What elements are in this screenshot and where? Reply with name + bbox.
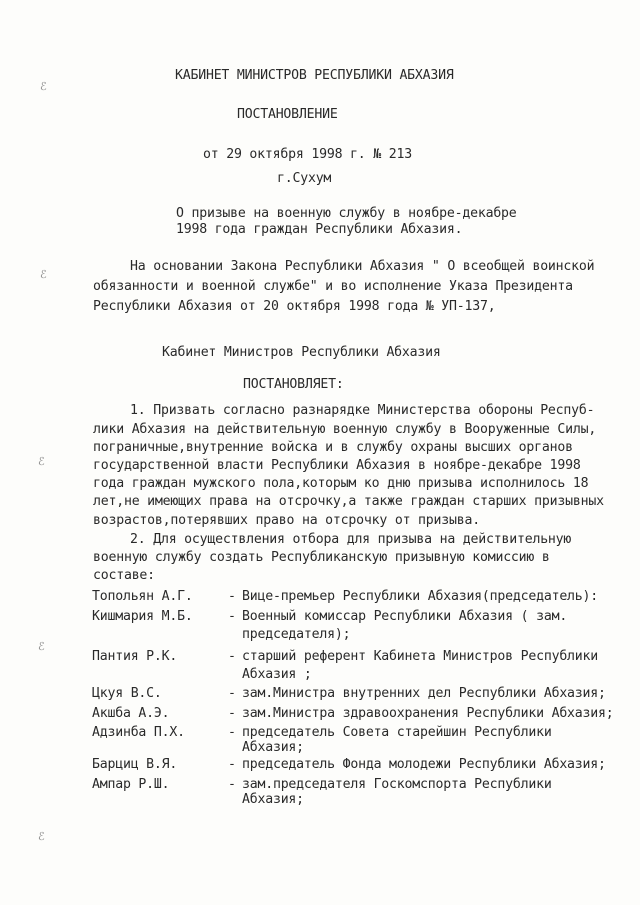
member-role: старший референт Кабинета Министров Республики [242, 649, 599, 664]
subject-line: О призыве на военную службу в ноябре-декабре [176, 206, 517, 221]
member-role: Абхазия; [242, 740, 304, 755]
member-name: Топольян А.Г. [92, 589, 193, 604]
cabinet-heading: КАБИНЕТ МИНИСТРОВ РЕСПУБЛИКИ АБХАЗИЯ [175, 68, 454, 83]
member-role: Вице-премьер Республики Абхазия(председатель): [242, 589, 599, 604]
binding-hole-mark: ℰ [40, 80, 47, 93]
member-dash: - [228, 706, 236, 721]
member-dash: - [228, 609, 236, 624]
member-dash: - [228, 777, 236, 792]
document-type: ПОСТАНОВЛЕНИЕ [237, 107, 338, 122]
preamble-line: На основании Закона Республики Абхазия " О всеобщей воинской [130, 259, 595, 274]
member-dash: - [228, 686, 236, 701]
binding-hole-mark: ℰ [40, 268, 47, 281]
member-role: Абхазия ; [242, 667, 312, 682]
member-role: зам.Министра здравоохранения Республики Абхазия; [242, 706, 614, 721]
member-dash: - [228, 725, 236, 740]
member-role: Военный комиссар Республики Абхазия ( зам. [242, 609, 568, 624]
member-dash: - [228, 649, 236, 664]
item1-line: возрастов,потерявших право на отсрочку от призыва. [93, 513, 480, 528]
subject-line: 1998 года граждан Республики Абхазия. [176, 222, 463, 237]
member-name: Ампар Р.Ш. [92, 777, 170, 792]
item1-line: пограничные,внутренние войска и в службу охраны высших органов [93, 440, 573, 455]
item1-line: года граждан мужского пола,которым ко дню призыва исполнилось 18 [93, 476, 589, 491]
member-name: Кишмария М.Б. [92, 609, 193, 624]
member-name: Цкуя В.С. [92, 686, 162, 701]
item1-line: лики Абхазия на действительную военную службу в Вооруженные Силы, [93, 422, 597, 437]
member-role: зам.председателя Госкомспорта Республики [242, 777, 552, 792]
member-dash: - [228, 757, 236, 772]
member-name: Пантия Р.К. [92, 649, 178, 664]
member-role: председатель Фонда молодежи Республики Абхазия; [242, 757, 606, 772]
city: г.Сухум [277, 171, 332, 186]
authority: Кабинет Министров Республики Абхазия [162, 345, 441, 360]
item1-line: 1. Призвать согласно разнарядке Министерства обороны Респуб- [130, 403, 595, 418]
member-role: председатель Совета старейшин Республики [242, 725, 552, 740]
member-name: Адзинба П.Х. [92, 725, 185, 740]
member-role: зам.Министра внутренних дел Республики Абхазия; [242, 686, 606, 701]
member-dash: - [228, 589, 236, 604]
item1-line: лет,не имеющих права на отсрочку,а также граждан старших призывных [93, 494, 604, 509]
item2-line: 2. Для осуществления отбора для призыва на действительную [130, 532, 572, 547]
binding-hole-mark: ℰ [38, 455, 45, 468]
item2-line: военную службу создать Республиканскую призывную комиссию в [93, 550, 550, 565]
date-number: от 29 октября 1998 г. № 213 [203, 147, 412, 162]
resolves-heading: ПОСТАНОВЛЯЕТ: [243, 377, 344, 392]
binding-hole-mark: ℰ [38, 640, 45, 653]
member-name: Акшба А.Э. [92, 706, 170, 721]
preamble-line: обязанности и военной службе" и во исполнение Указа Президента [93, 279, 573, 294]
member-role: Абхазия; [242, 792, 304, 807]
member-role: председателя); [242, 627, 351, 642]
binding-hole-mark: ℰ [38, 830, 45, 843]
item2-line: составе: [93, 568, 155, 583]
item1-line: государственной власти Республики Абхазия в ноябре-декабре 1998 [93, 458, 581, 473]
member-name: Барциц В.Я. [92, 757, 178, 772]
preamble-line: Республики Абхазия от 20 октября 1998 года № УП-137, [93, 299, 496, 314]
